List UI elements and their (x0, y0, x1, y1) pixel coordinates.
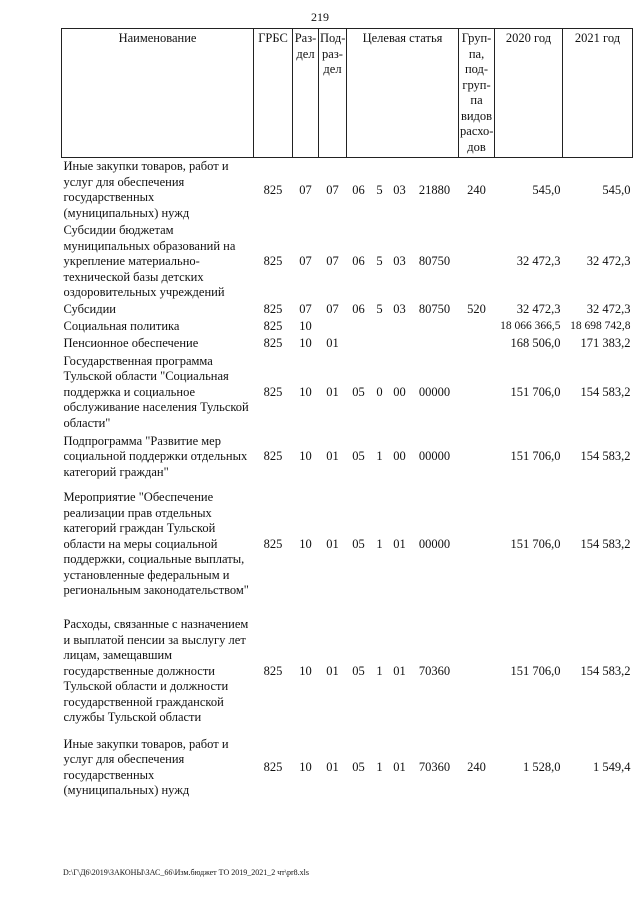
cell-target-program: 06 (352, 254, 365, 269)
cell-target-program: 06 (352, 182, 365, 197)
cell-target-subprogram: 0 (376, 384, 383, 399)
table-row (62, 158, 633, 223)
header-year-2021: 2021 год (563, 29, 633, 158)
cell-amount-2020: 151 706,0 (510, 536, 561, 551)
cell-target-subprogram: 5 (376, 254, 383, 269)
cell-target-direction: 80750 (418, 254, 451, 269)
cell-target-subprogram (371, 336, 389, 353)
cell-amount-2020: 32 472,3 (516, 302, 561, 317)
cell-target-program: 05 (352, 663, 365, 678)
cell-amount-2021: 1 549,4 (593, 759, 631, 774)
cell-grbs: 825 (263, 254, 283, 269)
cell-podrazdel: 07 (326, 302, 339, 317)
table-header-row (62, 29, 633, 158)
cell-expense-group (459, 353, 495, 433)
cell-target-subprogram: 1 (376, 663, 383, 678)
cell-grbs: 825 (263, 302, 283, 317)
cell-expense-group (459, 433, 495, 482)
cell-podrazdel: 01 (326, 384, 339, 399)
cell-target-direction: 80750 (418, 302, 451, 317)
cell-target-event: 03 (393, 182, 406, 197)
cell-grbs: 825 (263, 319, 283, 334)
cell-name: Иные закупки товаров, работ и услуг для обеспечения государственных (муниципальных) нужд (63, 736, 229, 797)
cell-podrazdel: 01 (326, 336, 339, 351)
cell-target-direction: 21880 (418, 182, 451, 197)
cell-expense-group: 240 (467, 759, 486, 774)
cell-target-event: 00 (393, 449, 406, 464)
cell-name: Субсидии бюджетам муниципальных образований на укрепление материально-технической базы детских оздоровительных учреждений (63, 223, 236, 300)
cell-amount-2020: 32 472,3 (516, 254, 561, 269)
cell-expense-group (459, 482, 495, 608)
header-podrazdel: Под- раз- дел (319, 29, 347, 158)
cell-grbs: 825 (263, 536, 283, 551)
cell-amount-2021: 32 472,3 (586, 254, 631, 269)
cell-target-direction: 70360 (418, 663, 451, 678)
cell-razdel: 07 (299, 302, 312, 317)
cell-target-event: 01 (393, 759, 406, 774)
file-path-footer: D:\Г\Д6\2019\ЗАКОНЫ\ЗАС_66\Изм.бюджет ТО 2019_2021_2 чт\pr8.xls (63, 868, 309, 877)
cell-name: Иные закупки товаров, работ и услуг для обеспечения государственных (муниципальных) нужд (63, 159, 229, 220)
table-row (62, 319, 633, 336)
cell-target-event: 01 (393, 663, 406, 678)
header-year-2020: 2020 год (495, 29, 563, 158)
cell-target-event: 00 (393, 384, 406, 399)
table-row (62, 223, 633, 302)
cell-amount-2021: 154 583,2 (580, 663, 631, 678)
cell-podrazdel: 07 (326, 182, 339, 197)
cell-target-program: 05 (352, 384, 365, 399)
cell-name: Субсидии (63, 302, 116, 317)
cell-podrazdel: 07 (326, 254, 339, 269)
cell-name: Государственная программа Тульской области "Социальная поддержка и социальное обслуживание населения Тульской области" (63, 353, 249, 430)
table-row (62, 433, 633, 482)
cell-podrazdel: 01 (326, 663, 339, 678)
cell-podrazdel: 01 (326, 449, 339, 464)
header-name: Наименование (62, 29, 254, 158)
header-grbs: ГРБС (254, 29, 293, 158)
cell-amount-2021: 545,0 (602, 182, 631, 197)
cell-target-direction: 00000 (418, 536, 451, 551)
cell-amount-2020: 18 066 366,5 (500, 320, 561, 333)
cell-target-subprogram: 1 (376, 759, 383, 774)
cell-razdel: 07 (299, 182, 312, 197)
table-row (62, 608, 633, 736)
cell-target-program: 05 (352, 759, 365, 774)
cell-razdel: 10 (299, 319, 312, 334)
cell-razdel: 10 (299, 663, 312, 678)
cell-target-event: 03 (393, 254, 406, 269)
table-row (62, 482, 633, 608)
cell-target-program: 05 (352, 536, 365, 551)
cell-target-event (389, 336, 411, 353)
cell-grbs: 825 (263, 182, 283, 197)
cell-amount-2020: 168 506,0 (510, 336, 561, 351)
cell-amount-2021: 18 698 742,8 (570, 320, 631, 333)
cell-expense-group (459, 608, 495, 736)
cell-name: Социальная политика (63, 319, 180, 334)
table-row (62, 736, 633, 800)
cell-target-direction (411, 319, 459, 336)
table-row (62, 353, 633, 433)
cell-target-event (389, 319, 411, 336)
cell-amount-2020: 151 706,0 (510, 384, 561, 399)
header-expense-group: Груп- па, под- груп- па видов расхо- дов (459, 29, 495, 158)
cell-target-program: 06 (352, 302, 365, 317)
cell-amount-2020: 545,0 (532, 182, 561, 197)
cell-expense-group (459, 336, 495, 353)
budget-table (61, 28, 633, 800)
cell-grbs: 825 (263, 663, 283, 678)
page-number: 219 (311, 10, 329, 24)
cell-name: Пенсионное обеспечение (63, 336, 199, 351)
cell-target-direction: 00000 (418, 384, 451, 399)
cell-razdel: 07 (299, 254, 312, 269)
budget-table-sheet (61, 28, 632, 800)
cell-razdel: 10 (299, 759, 312, 774)
cell-grbs: 825 (263, 449, 283, 464)
cell-name: Мероприятие "Обеспечение реализации прав отдельных категорий граждан Тульской области на меры социальной поддержки, социальные выплаты, установленные федеральным и региональным законодательством" (63, 490, 249, 598)
header-target-article: Целевая статья (347, 29, 459, 158)
cell-target-subprogram: 5 (376, 182, 383, 197)
cell-target-subprogram: 1 (376, 449, 383, 464)
cell-amount-2021: 154 583,2 (580, 536, 631, 551)
cell-grbs: 825 (263, 384, 283, 399)
cell-podrazdel: 01 (326, 759, 339, 774)
cell-expense-group: 520 (467, 302, 486, 317)
cell-amount-2021: 171 383,2 (580, 336, 631, 351)
cell-target-program: 05 (352, 449, 365, 464)
cell-target-subprogram (371, 319, 389, 336)
cell-amount-2021: 32 472,3 (586, 302, 631, 317)
header-razdel: Раз- дел (293, 29, 319, 158)
cell-target-event: 03 (393, 302, 406, 317)
cell-name: Подпрограмма "Развитие мер социальной поддержки отдельных категорий граждан" (63, 433, 248, 479)
cell-amount-2020: 151 706,0 (510, 663, 561, 678)
cell-razdel: 10 (299, 384, 312, 399)
cell-expense-group: 240 (467, 182, 486, 197)
cell-expense-group (459, 319, 495, 336)
cell-razdel: 10 (299, 449, 312, 464)
cell-razdel: 10 (299, 536, 312, 551)
cell-target-direction: 70360 (418, 759, 451, 774)
cell-expense-group (459, 223, 495, 302)
cell-target-program (347, 336, 371, 353)
table-row (62, 302, 633, 319)
cell-amount-2021: 154 583,2 (580, 384, 631, 399)
cell-target-subprogram: 1 (376, 536, 383, 551)
cell-amount-2020: 151 706,0 (510, 449, 561, 464)
cell-target-direction (411, 336, 459, 353)
cell-grbs: 825 (263, 759, 283, 774)
cell-razdel: 10 (299, 336, 312, 351)
cell-target-direction: 00000 (418, 449, 451, 464)
cell-grbs: 825 (263, 336, 283, 351)
table-row (62, 336, 633, 353)
cell-name: Расходы, связанные с назначением и выплатой пенсии за выслугу лет лицам, замещавшим государственные должности Тульской области и должности государственной гражданской службы Тульской области (63, 617, 249, 725)
cell-podrazdel (319, 319, 347, 336)
cell-target-program (347, 319, 371, 336)
cell-target-subprogram: 5 (376, 302, 383, 317)
table-body (62, 158, 633, 800)
cell-amount-2020: 1 528,0 (523, 759, 561, 774)
cell-podrazdel: 01 (326, 536, 339, 551)
cell-amount-2021: 154 583,2 (580, 449, 631, 464)
cell-target-event: 01 (393, 536, 406, 551)
